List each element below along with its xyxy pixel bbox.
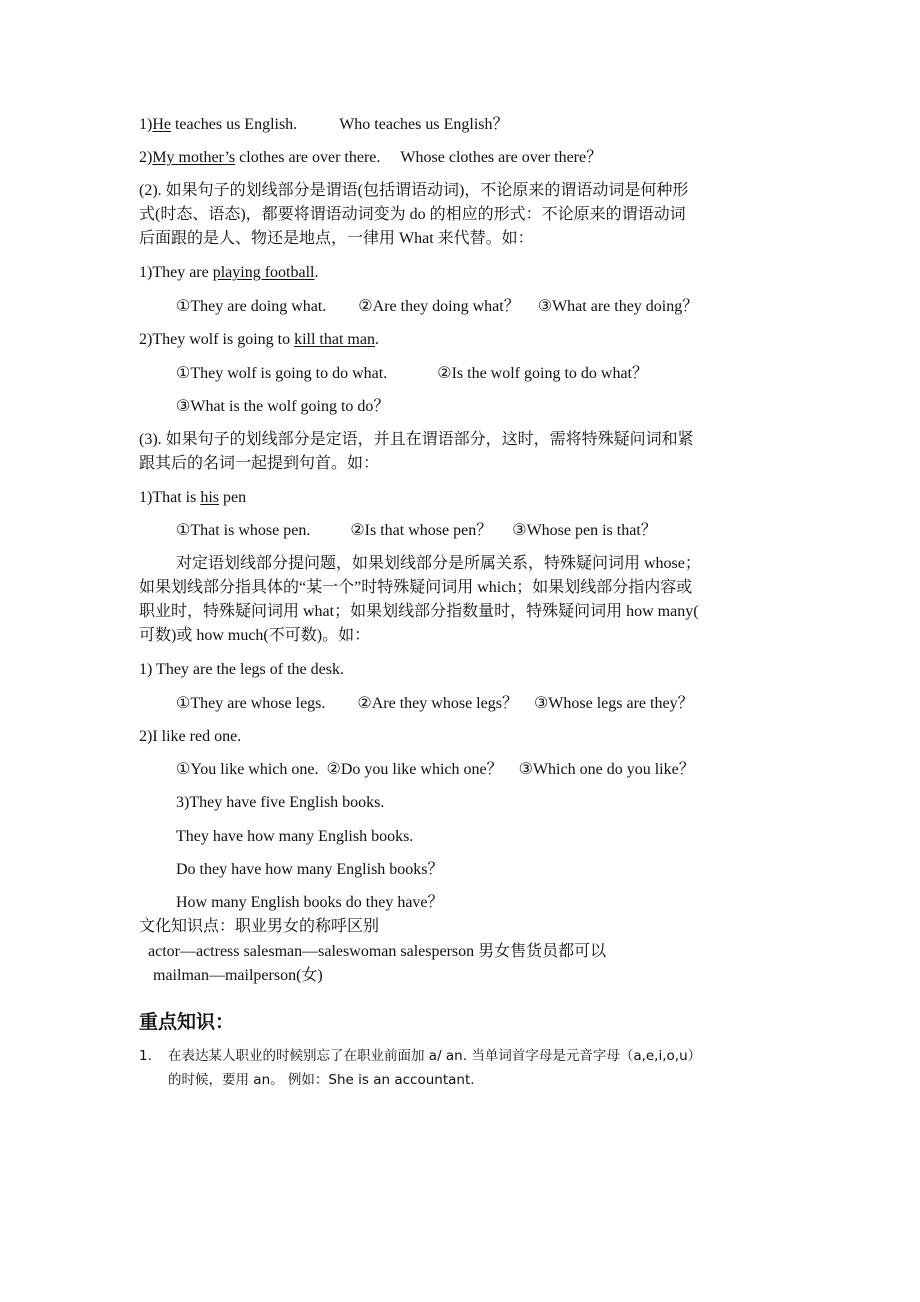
rule2-text-line3: 后面跟的是人、物还是地点，一律用 What 来代替。如： [139,230,534,247]
answer-2: ②Are they doing what？ [358,298,520,315]
rule3-example-2: 1) They are the legs of the desk. [139,661,344,678]
answer-1: ①They are doing what. [176,298,327,315]
example-subject-2 [139,147,602,169]
answer-2: ②Do you like which one？ [326,761,503,778]
culture-title: 文化知识点：职业男女的称呼区别 [139,918,380,935]
rule3-text-line1: (3). 如果句子的划线部分是定语，并且在谓语部分，这时，需将特殊疑问词和紧 [139,431,694,448]
example-subject-1 [139,114,509,136]
sentence-rest: . [314,264,319,281]
underlined-part: his [200,489,219,506]
sentence-rest: clothes are over there. [235,149,381,166]
answer-2: ②Is the wolf going to do what？ [437,365,648,382]
answer-3: ③Whose pen is that？ [512,522,657,539]
underlined-part: My mother’s [152,149,236,166]
rule2-example-2-answer-3: ③What is the wolf going to do？ [176,398,390,415]
rule3-example-4: 3)They have five English books. [176,794,385,811]
sentence-rest: . [374,331,379,348]
key-point-item-1 [139,1046,701,1066]
sentence-start: 2)They wolf is going to [139,331,295,348]
answer-1: ①They wolf is going to do what. [176,365,388,382]
answer-3: ③Whose legs are they？ [533,695,694,712]
rule2-example-2 [139,329,379,351]
example-number: 1) [139,116,153,133]
rule3-example-3: 2)I like red one. [139,728,242,745]
culture-line1: actor—actress salesman—saleswoman salesperson 男女售货员都可以 [148,943,607,960]
rule3-note-line2: 如果划线部分指具体的“某一个”时特殊疑问词用 which；如果划线部分指内容或 [139,579,693,596]
sentence-start: 1)That is [139,489,201,506]
question: Whose clothes are over there？ [400,149,603,166]
rule3-example-3-answers [176,759,695,781]
rule2-example-1-answers [176,296,698,318]
answer-1: ①You like which one. [176,761,319,778]
underlined-part: playing football [212,264,315,281]
rule3-example-4-line3: How many English books do they have？ [176,894,444,911]
rule2-text-line1: (2). 如果句子的划线部分是谓语(包括谓语动词)，不论原来的谓语动词是何种形 [139,182,689,199]
rule3-text-line2: 跟其后的名词一起提到句首。如： [139,455,380,472]
answer-1: ①They are whose legs. [176,695,326,712]
key-point-item-1-line2: 的时候，要用 an。 例如：She is an accountant. [168,1072,475,1088]
sentence-rest: pen [219,489,247,506]
rule3-note-line4: 可数)或 how much(不可数)。如： [139,627,371,644]
rule3-note-line1: 对定语划线部分提问题，如果划线部分是所属关系，特殊疑问词用 whose； [176,555,701,572]
rule3-example-1-answers [176,520,657,542]
sentence-rest: teaches us English. [170,116,298,133]
answer-1: ①That is whose pen. [176,522,311,539]
rule2-example-1 [139,262,319,284]
answer-2: ②Is that whose pen？ [350,522,493,539]
answer-2: ②Are they whose legs？ [357,695,518,712]
answer-3: ③What are they doing？ [537,298,699,315]
underlined-part: kill that man [294,331,375,348]
question: Who teaches us English？ [339,116,509,133]
answer-3: ③Which one do you like？ [518,761,695,778]
rule2-example-2-answers [176,363,648,385]
list-number: 1. [139,1048,152,1064]
rule3-note-line3: 职业时，特殊疑问词用 what；如果划线部分指数量时，特殊疑问词用 how many( [139,603,699,620]
underlined-part: He [152,116,171,133]
rule3-example-2-answers [176,693,694,715]
rule3-example-4-line1: They have how many English books. [176,828,414,845]
example-number: 2) [139,149,153,166]
sentence-start: 1)They are [139,264,213,281]
list-text: 在表达某人职业的时候别忘了在职业前面加 a/ an. 当单词首字母是元音字母（a,e,i,o,u） [168,1048,702,1064]
rule3-example-1 [139,487,246,509]
rule2-text-line2: 式(时态、语态)，都要将谓语动词变为 do 的相应的形式：不论原来的谓语动词 [139,206,686,223]
culture-line2: mailman—mailperson(女) [153,967,323,984]
key-points-heading: 重点知识： [139,1011,235,1033]
rule3-example-4-line2: Do they have how many English books？ [176,861,444,878]
